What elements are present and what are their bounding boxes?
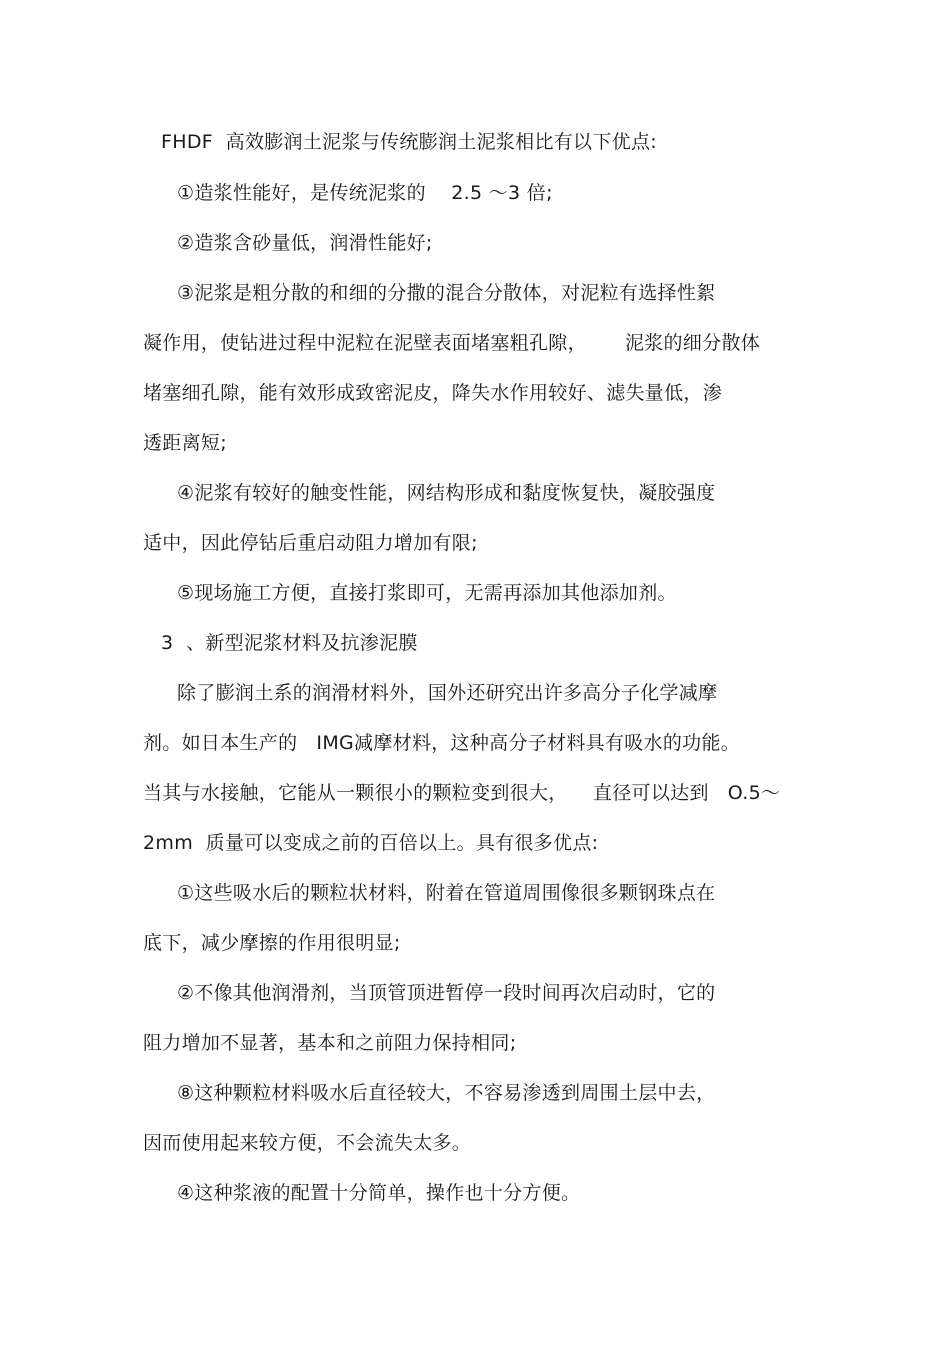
benefit-3-line-1: ⑧这种颗粒材料吸水后直径较大，不容易渗透到周围土层中去，: [177, 1082, 716, 1104]
paragraph-line-2: 剂。如日本生产的 IMG减摩材料，这种高分子材料具有吸水的功能。: [143, 732, 741, 754]
benefit-2-line-1: ②不像其他润滑剂，当顶管顶进暂停一段时间再次启动时，它的: [177, 982, 716, 1004]
advantage-5: ⑤现场施工方便，直接打浆即可，无需再添加其他添加剂。: [177, 582, 677, 604]
advantage-3-line-3: 堵塞细孔隙，能有效形成致密泥皮，降失水作用较好、滤失量低，渗: [143, 382, 723, 404]
advantage-1: ①造浆性能好，是传统泥浆的 2.5 ～3 倍;: [177, 182, 553, 204]
advantage-3-line-1: ③泥浆是粗分散的和细的分撒的混合分散体，对泥粒有选择性絮: [177, 282, 716, 304]
benefit-1-line-2: 底下，减少摩擦的作用很明显;: [143, 932, 401, 954]
section-heading: 3 、新型泥浆材料及抗渗泥膜: [161, 632, 418, 654]
advantage-4-line-2: 适中，因此停钻后重启动阻力增加有限;: [143, 532, 478, 554]
benefit-2-line-2: 阻力增加不显著，基本和之前阻力保持相同;: [143, 1032, 517, 1054]
benefit-1-line-1: ①这些吸水后的颗粒状材料，附着在管道周围像很多颗钢珠点在: [177, 882, 716, 904]
intro-line: FHDF 高效膨润土泥浆与传统膨润土泥浆相比有以下优点:: [161, 131, 657, 153]
benefit-3-line-2: 因而使用起来较方便，不会流失太多。: [143, 1132, 472, 1154]
paragraph-line-4: 2mm 质量可以变成之前的百倍以上。具有很多优点:: [143, 832, 599, 854]
advantage-4-line-1: ④泥浆有较好的触变性能，网结构形成和黏度恢复快，凝胶强度: [177, 482, 716, 504]
paragraph-line-1: 除了膨润土系的润滑材料外，国外还研究出许多高分子化学减摩: [177, 682, 718, 704]
advantage-2: ②造浆含砂量低，润滑性能好;: [177, 232, 433, 254]
benefit-4: ④这种浆液的配置十分简单，操作也十分方便。: [177, 1182, 581, 1204]
advantage-3-line-2: 凝作用，使钻进过程中泥粒在泥壁表面堵塞粗孔隙， 泥浆的细分散体: [143, 332, 761, 354]
paragraph-line-3: 当其与水接触，它能从一颗很小的颗粒变到很大， 直径可以达到 O.5～: [143, 782, 781, 804]
advantage-3-line-4: 透距离短;: [143, 432, 227, 454]
